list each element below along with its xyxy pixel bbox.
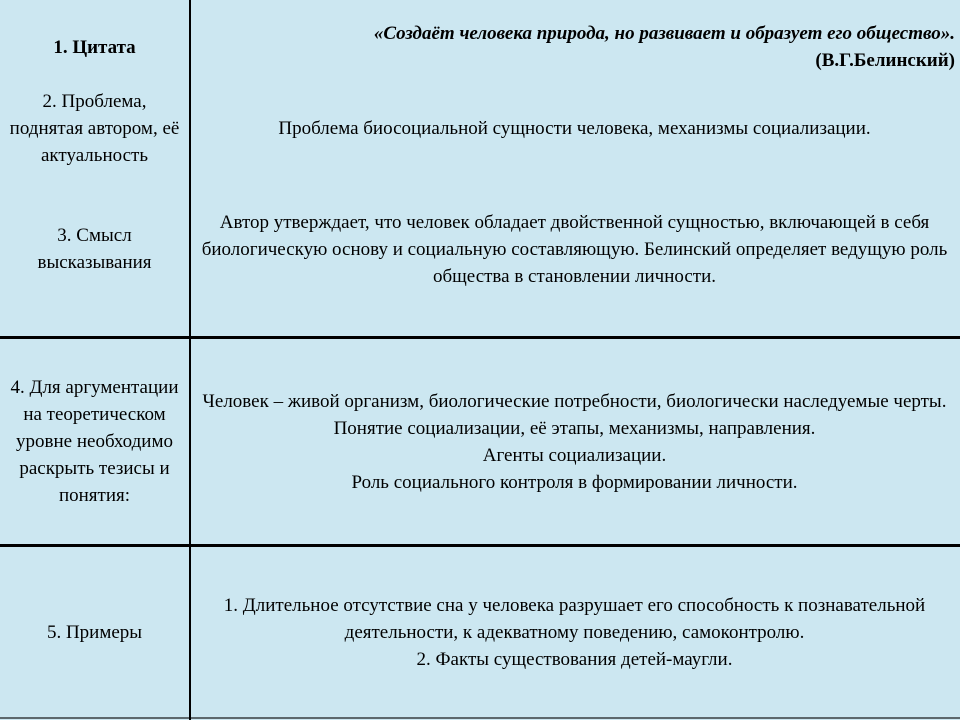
bottom-border-line (0, 717, 960, 719)
theses-line: Человек – живой организм, биологические потребности, биологически наследуемые черты. (202, 390, 947, 412)
example-item: 2. Факты существования детей-маугли. (416, 649, 733, 670)
theses-cell (189, 339, 960, 544)
examples-cell (189, 547, 960, 718)
row-label-problem: 2. Проблема, поднятая автором, её актуальность (9, 90, 180, 166)
theses-line: Роль социального контроля в формировании личности. (351, 471, 798, 493)
column-divider-line (189, 0, 191, 720)
table-row-examples (0, 547, 960, 718)
table-row-meaning (0, 162, 960, 336)
quote-text: «Создаёт человека природа, но развивает и образует его общество». (373, 23, 955, 44)
row-label-examples: 5. Примеры (46, 622, 143, 643)
row-label-meaning: 3. Смысл высказывания (37, 225, 152, 273)
table-row-problem (0, 90, 960, 166)
row-divider-line-1 (0, 336, 960, 339)
row-label-theses: 4. Для аргументации на теоретическом уровне необходимо раскрыть тезисы и понятия: (10, 377, 179, 506)
problem-text: Проблема биосоциальной сущности человека, механизмы социализации. (278, 117, 871, 139)
theses-line: Понятие социализации, её этапы, механизмы, направления. (333, 417, 816, 439)
table-row-citation (0, 0, 960, 94)
row-label-citation: 1. Цитата (53, 36, 136, 58)
meaning-text: Автор утверждает, что человек обладает двойственной сущностью, включающей в себя биологическую основу и социальную составляющую. Белинский определяет ведущую роль общества в становлении личности. (201, 211, 948, 287)
example-item: 1. Длительное отсутствие сна у человека разрушает его способность к познавательной деятельности, к адекватному поведению, самоконтролю. (223, 595, 926, 643)
citation-cell (189, 0, 960, 94)
quote-attribution: (В.Г.Белинский) (815, 50, 955, 71)
theses-line: Агенты социализации. (482, 444, 667, 466)
row-divider-line-2 (0, 544, 960, 547)
table-row-theses (0, 339, 960, 544)
